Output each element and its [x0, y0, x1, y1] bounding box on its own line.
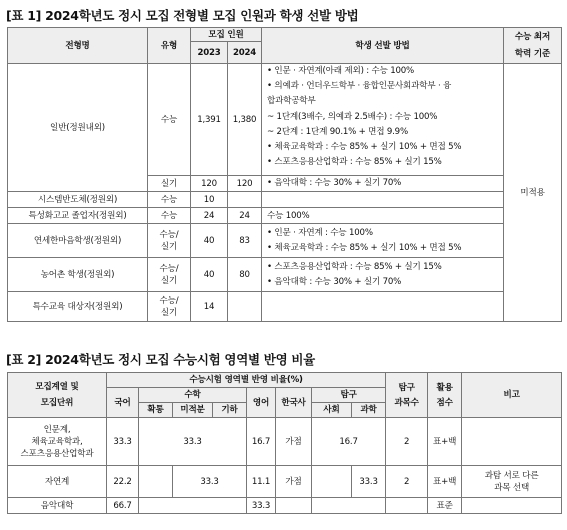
t2-english: 11.1	[247, 466, 276, 498]
t2-history: 가점	[276, 466, 312, 498]
table1-title: [표 1] 2024학년도 정시 모집 전형별 모집 인원과 학생 선발 방법	[6, 8, 359, 23]
table1	[7, 27, 562, 322]
t1-header-quota: 모집 인원	[191, 28, 262, 42]
t1-quota-2023: 40	[191, 224, 228, 258]
t1-header-method: 학생 선발 방법	[262, 28, 504, 64]
note-line: 과목 선택	[494, 482, 530, 493]
table-row	[8, 192, 562, 208]
t2-math-stat	[139, 466, 173, 498]
t1-track-general: 일반(정원내외)	[8, 64, 148, 192]
t2-unit: 자연계	[8, 466, 107, 498]
type-line: 실기	[160, 241, 178, 252]
t2-math: 33.3	[139, 418, 247, 466]
method-line: • 스포츠응용산업학과 : 수능 85% + 실기 15%	[267, 261, 442, 272]
t2-header-score-line1: 활용	[436, 382, 453, 393]
t1-track: 연세한마음학생(정원외)	[8, 224, 148, 258]
t1-header-min-line2: 학력 기준	[514, 49, 551, 59]
t2-history: 가점	[276, 418, 312, 466]
t1-method-cell	[262, 176, 504, 192]
t2-header-math-geo: 기하	[213, 403, 247, 418]
table-row	[8, 64, 562, 176]
t2-header-social: 사회	[312, 403, 352, 418]
table-row	[8, 498, 562, 514]
t1-quota-2023: 14	[191, 292, 228, 322]
t2-header-math-calc: 미적분	[173, 403, 213, 418]
t2-history	[276, 498, 312, 514]
t1-quota-2023: 40	[191, 258, 228, 292]
t2-header-history: 한국사	[276, 388, 312, 418]
t2-note	[462, 498, 562, 514]
t1-type: 실기	[148, 176, 191, 192]
t1-type: 수능	[148, 192, 191, 208]
method-line: 합과학공학부	[267, 96, 316, 107]
t2-header-inquiry: 탐구	[312, 388, 386, 403]
t2-english: 33.3	[247, 498, 276, 514]
type-line: 실기	[160, 307, 178, 318]
t1-quota-2024	[228, 292, 262, 322]
t1-type: 수능	[148, 208, 191, 224]
t2-header-score-line2: 점수	[436, 397, 453, 408]
t1-type	[148, 224, 191, 258]
t2-header-math-stat: 확통	[139, 403, 173, 418]
table-row	[8, 258, 562, 292]
method-line: • 음악대학 : 수능 30% + 실기 70%	[267, 276, 402, 287]
method-line: • 체육교육학과 : 수능 85% + 실기 10% + 면접 5%	[267, 142, 462, 153]
t1-quota-2024: 1,380	[228, 64, 262, 176]
t2-header-math: 수학	[139, 388, 247, 403]
table2	[7, 372, 562, 514]
t1-header-min-line1: 수능 최저	[514, 32, 551, 42]
method-line: • 의예과 · 언더우드학부 · 융합인문사회과학부 · 융	[267, 81, 452, 92]
t1-track: 시스템반도체(정원외)	[8, 192, 148, 208]
t1-quota-2023: 1,391	[191, 64, 228, 176]
t1-method-cell	[262, 224, 504, 258]
t1-quota-2024: 120	[228, 176, 262, 192]
unit-line: 인문계,	[43, 424, 71, 435]
type-line: 수능/	[159, 295, 179, 306]
method-line: • 스포츠응용산업학과 : 수능 85% + 실기 15%	[267, 157, 442, 168]
t1-quota-2024	[228, 192, 262, 208]
table-row	[8, 224, 562, 258]
t2-inquiry: 16.7	[312, 418, 386, 466]
t2-header-english: 영어	[247, 388, 276, 418]
t1-quota-2024: 24	[228, 208, 262, 224]
t1-quota-2023: 24	[191, 208, 228, 224]
t2-inquiry	[312, 498, 386, 514]
t2-unit	[8, 418, 107, 466]
method-line: • 체육교육학과 : 수능 85% + 실기 10% + 면접 5%	[267, 242, 462, 253]
type-line: 수능/	[159, 229, 179, 240]
method-line: • 인문 · 자연계(아래 제외) : 수능 100%	[267, 66, 415, 76]
t2-header-science: 과학	[352, 403, 386, 418]
table-row	[8, 208, 562, 224]
method-line: • 음악대학 : 수능 30% + 실기 70%	[267, 178, 402, 188]
t2-header-inq-count-line2: 과목수	[394, 397, 419, 408]
t1-type: 수능	[148, 64, 191, 176]
t2-header-korean: 국어	[107, 388, 139, 418]
t2-header-ratio: 수능시험 영역별 반영 비율(%)	[107, 373, 386, 388]
t2-note	[462, 418, 562, 466]
t2-math	[139, 498, 247, 514]
t2-korean: 33.3	[107, 418, 139, 466]
t2-math: 33.3	[173, 466, 247, 498]
t1-track: 농어촌 학생(정원외)	[8, 258, 148, 292]
t1-header-2024: 2024	[228, 42, 262, 64]
note-line: 과탐 서로 다른	[484, 470, 539, 481]
t1-type	[148, 292, 191, 322]
t2-science: 33.3	[352, 466, 386, 498]
t2-header-group-line2: 모집단위	[40, 398, 74, 408]
t1-type	[148, 258, 191, 292]
t2-inq-count	[386, 498, 428, 514]
t2-header-note: 비고	[462, 373, 562, 418]
t2-social	[312, 466, 352, 498]
t2-score: 표+백	[428, 418, 462, 466]
t1-header-2023: 2023	[191, 42, 228, 64]
t2-header-inq-count-line1: 탐구	[398, 382, 415, 393]
t2-inq-count: 2	[386, 418, 428, 466]
t1-method-cell	[262, 258, 504, 292]
type-line: 실기	[160, 275, 178, 286]
table-row	[8, 292, 562, 322]
t2-score: 표+백	[428, 466, 462, 498]
t2-english: 16.7	[247, 418, 276, 466]
unit-line: 체육교육학과,	[31, 436, 83, 447]
t1-header-min	[504, 28, 562, 64]
t2-note	[462, 466, 562, 498]
t2-header-inq-count	[386, 373, 428, 418]
t1-method-cell: 수능 100%	[262, 208, 504, 224]
t1-method-cell	[262, 192, 504, 208]
unit-line: 스포츠응용산업학과	[20, 448, 94, 459]
t2-korean: 22.2	[107, 466, 139, 498]
method-line: ~ 2단계 : 1단계 90.1% + 면접 9.9%	[267, 126, 408, 137]
t1-header-type: 유형	[148, 28, 191, 64]
t1-header-track: 전형명	[8, 28, 148, 64]
t2-korean: 66.7	[107, 498, 139, 514]
t1-method-cell	[262, 64, 504, 176]
t1-track: 특수교육 대상자(정원외)	[8, 292, 148, 322]
type-line: 수능/	[159, 263, 179, 274]
t2-inq-count: 2	[386, 466, 428, 498]
t2-header-group	[8, 373, 107, 418]
t2-header-score	[428, 373, 462, 418]
t1-method-cell	[262, 292, 504, 322]
t1-min-value: 미적용	[504, 64, 562, 322]
table2-title: [표 2] 2024학년도 정시 모집 수능시험 영역별 반영 비율	[6, 352, 315, 367]
t1-quota-2023: 120	[191, 176, 228, 192]
t1-quota-2024: 83	[228, 224, 262, 258]
t1-quota-2023: 10	[191, 192, 228, 208]
table-row	[8, 466, 562, 498]
method-line: • 인문 · 자연계 : 수능 100%	[267, 227, 373, 238]
t2-score: 표준	[428, 498, 462, 514]
t2-unit: 음악대학	[8, 498, 107, 514]
method-line: ~ 1단계(3배수, 의예과 2.5배수) : 수능 100%	[267, 111, 438, 122]
t1-quota-2024: 80	[228, 258, 262, 292]
table-row	[8, 418, 562, 466]
t2-header-group-line1: 모집계열 및	[35, 382, 79, 392]
t1-track: 특성화고교 졸업자(정원외)	[8, 208, 148, 224]
